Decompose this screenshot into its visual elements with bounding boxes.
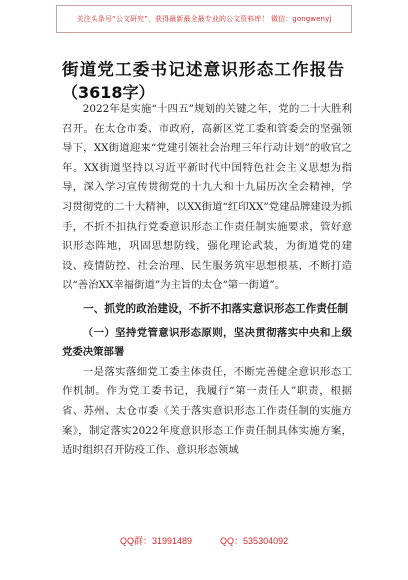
qq-group: QQ群：31991489 <box>120 536 193 546</box>
document-title: 街道党工委书记述意识形态工作报告 <box>62 60 346 79</box>
section-heading: 一、抓党的政治建设，不折不扣落实意识形态工作责任制 <box>83 302 349 315</box>
subsection-heading: （一）坚持党管意识形态原则，坚决贯彻落实中央和上级党委决策部署 <box>62 326 352 359</box>
header-banner <box>56 5 352 33</box>
word-count: （3618字） <box>62 83 155 102</box>
document-body <box>62 100 352 461</box>
banner-text: 关注头条号“公文研究”，获得最新最全最专业的公文资料库！ 微信：gongwenyj <box>76 15 332 23</box>
body-paragraph: 一是落实落细党工委主体责任，不断完善健全意识形态工作机制。作为党工委书记，我履行“第一责任人”职责，根据省、苏州、太仓市委《关于落实意识形态工作责任制的实施方案》，制定落实2022年度意识形态工作责任制具体实施方案，适时组织召开防疫工作、意识形态领域 <box>62 365 352 457</box>
footer <box>120 534 340 547</box>
intro-paragraph: 2022年是实施“十四五”规划的关键之年，党的二十大胜利召开。在太仓市委、市政府，高新区党工委和管委会的坚强领导下，XX街道迎来“党建引领社会治理三年行动计划”的收官之年。XX街道坚持以习近平新时代中国特色社会主义思想为指导，深入学习宣传贯彻党的十九大和十九届历次全会精神，学习贯彻党的二十大精神，以XX街道“红印XX”党建品牌建设为抓手，不折不扣执行党委意识形态工作责任制实施要求，管好意识形态阵地，巩固思想防线，强化理论武装，为街道党的建设、疫情防控、社会治理、民生服务筑牢思想根基，不断打造以“善治XX幸福街道”为主旨的太仓“第一街道”。 <box>62 103 352 292</box>
qq-number: QQ：535304092 <box>220 536 289 546</box>
